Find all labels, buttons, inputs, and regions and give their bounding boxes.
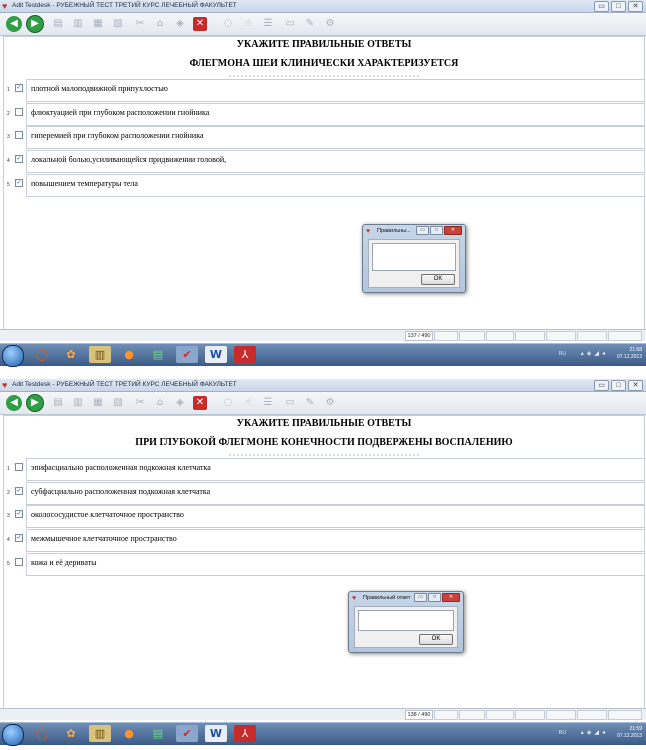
taskbar: [0, 343, 646, 366]
answer-number: 5: [7, 182, 10, 188]
answer-number: 2: [7, 490, 10, 496]
language-indicator[interactable]: RU: [558, 730, 566, 736]
dialog-body: [368, 239, 460, 288]
close-button[interactable]: ✕: [628, 1, 643, 12]
answer-number: 3: [7, 134, 10, 140]
gear-icon[interactable]: ⚙: [325, 18, 335, 29]
media-icon[interactable]: ✿: [66, 727, 76, 740]
back-icon[interactable]: ◀: [6, 395, 22, 411]
thumb-icon[interactable]: ☝: [244, 397, 252, 408]
back-icon[interactable]: ◀: [6, 16, 22, 32]
app-icon: ♥: [2, 380, 8, 390]
answer-checkbox[interactable]: ✓: [16, 487, 22, 494]
close-button[interactable]: ✕: [628, 380, 643, 391]
ok-button[interactable]: OK: [421, 274, 455, 285]
page-icon[interactable]: ▦: [93, 397, 103, 408]
answer-checkbox[interactable]: ✓: [16, 510, 22, 517]
result-dialog: [348, 591, 464, 653]
status-cell: [577, 710, 607, 720]
divider: [229, 75, 419, 77]
start-orb[interactable]: [2, 345, 24, 367]
question-counter: 138 / 490: [405, 710, 433, 720]
dialog-minimize-button[interactable]: ▭: [414, 593, 427, 602]
answer-text: повышением температуры тела: [31, 179, 138, 188]
answer-row[interactable]: [4, 505, 644, 527]
status-bar: [0, 329, 646, 341]
tray-icons[interactable]: ▴◈◢◂: [580, 729, 608, 736]
dialog-title: Правильны...: [377, 228, 411, 234]
clock-time: 21:59: [629, 726, 642, 732]
opera-icon[interactable]: ◯: [35, 727, 49, 740]
answer-text: гиперемией при глубоком расположении гнойника: [31, 131, 204, 140]
acrobat-icon[interactable]: ⅄: [234, 725, 256, 742]
answer-checkbox[interactable]: [15, 558, 23, 566]
page-icon[interactable]: ▤: [53, 18, 63, 29]
status-cell: [459, 331, 485, 341]
answer-number: 1: [7, 87, 10, 93]
app-icon: ♥: [2, 1, 8, 11]
answer-row[interactable]: [4, 126, 644, 148]
answer-option[interactable]: [26, 79, 645, 102]
status-cell: [546, 331, 576, 341]
home-icon[interactable]: ⌂: [156, 18, 164, 29]
question-counter: 137 / 490: [405, 331, 433, 341]
home-icon[interactable]: ⌂: [156, 397, 164, 408]
status-cell: [486, 331, 514, 341]
answer-number: 4: [7, 537, 10, 543]
clock[interactable]: [617, 726, 642, 740]
firefox-icon[interactable]: ●: [124, 348, 134, 361]
answer-option[interactable]: [26, 505, 645, 528]
answer-row[interactable]: [4, 553, 644, 575]
answer-text: кожа и её дериваты: [31, 558, 97, 567]
app-icon: ♥: [352, 594, 357, 602]
forward-icon[interactable]: ▶: [27, 395, 43, 411]
tools-icon[interactable]: ✂: [135, 18, 145, 29]
gear-icon[interactable]: ⚙: [325, 397, 335, 408]
instruction-heading: УКАЖИТЕ ПРАВИЛЬНЫЕ ОТВЕТЫ: [236, 418, 412, 429]
info-icon[interactable]: ☰: [263, 397, 273, 408]
answer-row[interactable]: [4, 174, 644, 196]
clock-date: 07.12.2013: [616, 733, 642, 739]
answer-checkbox[interactable]: [15, 108, 23, 116]
answer-option[interactable]: [26, 174, 645, 197]
answer-row[interactable]: [4, 458, 644, 480]
maximize-button[interactable]: □: [611, 1, 626, 12]
status-cell: [486, 710, 514, 720]
title-bar: [0, 379, 646, 392]
dialog-message: [372, 243, 456, 271]
answer-option[interactable]: [26, 150, 645, 173]
answer-row[interactable]: [4, 529, 644, 551]
diamond-icon[interactable]: ◈: [176, 18, 184, 29]
status-cell: [515, 331, 545, 341]
answer-number: 4: [7, 158, 10, 164]
answer-row[interactable]: [4, 482, 644, 504]
answer-checkbox[interactable]: ✓: [16, 84, 22, 91]
divider: [229, 454, 419, 456]
answer-number: 3: [7, 513, 10, 519]
screenshot-2: [0, 379, 646, 750]
page-icon[interactable]: ▥: [73, 18, 83, 29]
clock-time: 21:58: [629, 347, 642, 353]
forward-icon[interactable]: ▶: [27, 16, 43, 32]
answer-checkbox[interactable]: [15, 463, 23, 471]
dialog-body: [354, 606, 458, 648]
answer-number: 5: [7, 561, 10, 567]
answer-row[interactable]: [4, 79, 644, 101]
answer-text: плотной малоподвижной припухлостью: [31, 84, 168, 93]
dialog-title: Правильный ответ: [363, 595, 411, 601]
status-cell: [577, 331, 607, 341]
answer-row[interactable]: [4, 103, 644, 125]
dialog-minimize-button[interactable]: ▭: [416, 226, 429, 235]
page-icon[interactable]: ▤: [53, 397, 63, 408]
opera-icon[interactable]: ◯: [35, 348, 49, 361]
archive-icon[interactable]: ▤: [152, 348, 164, 361]
dialog-maximize-button[interactable]: □: [430, 226, 443, 235]
window-title: Adit Testdesk - РУБЕЖНЫЙ ТЕСТ ТРЕТИЙ КУРС ЛЕЧЕБНЫЙ ФАКУЛЬТЕТ: [12, 2, 237, 9]
answer-checkbox[interactable]: [15, 131, 23, 139]
diamond-icon[interactable]: ◈: [176, 397, 184, 408]
dialog-message: [358, 610, 454, 631]
minimize-button[interactable]: ▭: [594, 380, 609, 391]
list-icon[interactable]: ▭: [285, 397, 295, 408]
status-cell: [608, 331, 642, 341]
explorer-icon[interactable]: ▥: [89, 346, 111, 363]
page-icon[interactable]: ▧: [113, 18, 123, 29]
toolbar: [0, 13, 646, 36]
answer-text: локальной болью,усиливающейся придвижении головой,: [31, 155, 227, 164]
attach-icon[interactable]: ✎: [305, 397, 315, 408]
question-text: ФЛЕГМОНА ШЕИ КЛИНИЧЕСКИ ХАРАКТЕРИЗУЕТСЯ: [189, 58, 459, 69]
page-icon[interactable]: ▦: [93, 18, 103, 29]
instruction-heading: УКАЖИТЕ ПРАВИЛЬНЫЕ ОТВЕТЫ: [236, 39, 412, 50]
answer-option[interactable]: [26, 126, 645, 149]
status-cell: [546, 710, 576, 720]
start-orb[interactable]: [2, 724, 24, 746]
status-cell: [515, 710, 545, 720]
dialog-close-button[interactable]: ✕: [444, 226, 462, 235]
explorer-icon[interactable]: ▥: [89, 725, 111, 742]
archive-icon[interactable]: ▤: [152, 727, 164, 740]
close-icon[interactable]: ✕: [193, 17, 207, 31]
answer-text: субфасциально расположенная подкожная клетчатка: [31, 487, 211, 496]
answer-row[interactable]: [4, 150, 644, 172]
minimize-button[interactable]: ▭: [594, 1, 609, 12]
info-icon[interactable]: ☰: [263, 18, 273, 29]
dialog-maximize-button[interactable]: □: [428, 593, 441, 602]
answer-checkbox[interactable]: ✓: [16, 179, 22, 186]
testdesk-icon[interactable]: ✔: [176, 725, 198, 742]
answer-option[interactable]: [26, 529, 645, 552]
app-icon: ♥: [366, 227, 371, 235]
toolbar: [0, 392, 646, 415]
tools-icon[interactable]: ✂: [135, 397, 145, 408]
question-panel: [3, 415, 645, 709]
result-dialog: [362, 224, 466, 293]
word-icon[interactable]: W: [205, 725, 227, 742]
status-cell: [434, 710, 458, 720]
language-indicator[interactable]: RU: [558, 351, 566, 357]
answer-checkbox[interactable]: ✓: [16, 155, 22, 162]
status-bar: [0, 708, 646, 720]
title-bar: [0, 0, 646, 13]
status-cell: [608, 710, 642, 720]
page-icon[interactable]: ▧: [113, 397, 123, 408]
answer-checkbox[interactable]: ✓: [16, 534, 22, 541]
question-text: ПРИ ГЛУБОКОЙ ФЛЕГМОНЕ КОНЕЧНОСТИ ПОДВЕРЖЕНЫ ВОСПАЛЕНИЮ: [135, 437, 513, 448]
media-icon[interactable]: ✿: [66, 348, 76, 361]
word-icon[interactable]: W: [205, 346, 227, 363]
refresh-icon[interactable]: ◌: [223, 397, 233, 408]
answer-option[interactable]: [26, 553, 645, 576]
screenshot-1: [0, 0, 646, 371]
answer-number: 2: [7, 111, 10, 117]
list-icon[interactable]: ▭: [285, 18, 295, 29]
attach-icon[interactable]: ✎: [305, 18, 315, 29]
answer-option[interactable]: [26, 482, 645, 505]
answer-number: 1: [7, 466, 10, 472]
refresh-icon[interactable]: ◌: [223, 18, 233, 29]
answer-text: эпифасциально расположенная подкожная клетчатка: [31, 463, 211, 472]
tray-icons[interactable]: ▴◈◢◂: [580, 350, 608, 357]
answer-option[interactable]: [26, 458, 645, 481]
status-cell: [434, 331, 458, 341]
clock-date: 07.12.2013: [616, 354, 642, 360]
firefox-icon[interactable]: ●: [124, 727, 134, 740]
window-title: Adit Testdesk - РУБЕЖНЫЙ ТЕСТ ТРЕТИЙ КУРС ЛЕЧЕБНЫЙ ФАКУЛЬТЕТ: [12, 381, 237, 388]
answer-option[interactable]: [26, 103, 645, 126]
acrobat-icon[interactable]: ⅄: [234, 346, 256, 363]
dialog-close-button[interactable]: ✕: [442, 593, 460, 602]
question-panel: [3, 36, 645, 330]
close-icon[interactable]: ✕: [193, 396, 207, 410]
ok-button[interactable]: OK: [419, 634, 453, 645]
answer-text: межмышечное клетчаточное пространство: [31, 534, 177, 543]
answer-text: околососудистое клетчаточное пространство: [31, 510, 184, 519]
status-cell: [459, 710, 485, 720]
maximize-button[interactable]: □: [611, 380, 626, 391]
thumb-icon[interactable]: ☝: [244, 18, 252, 29]
clock[interactable]: [617, 347, 642, 361]
testdesk-icon[interactable]: ✔: [176, 346, 198, 363]
answer-text: флюктуацией при глубоком расположении гнойника: [31, 108, 210, 117]
page-icon[interactable]: ▥: [73, 397, 83, 408]
